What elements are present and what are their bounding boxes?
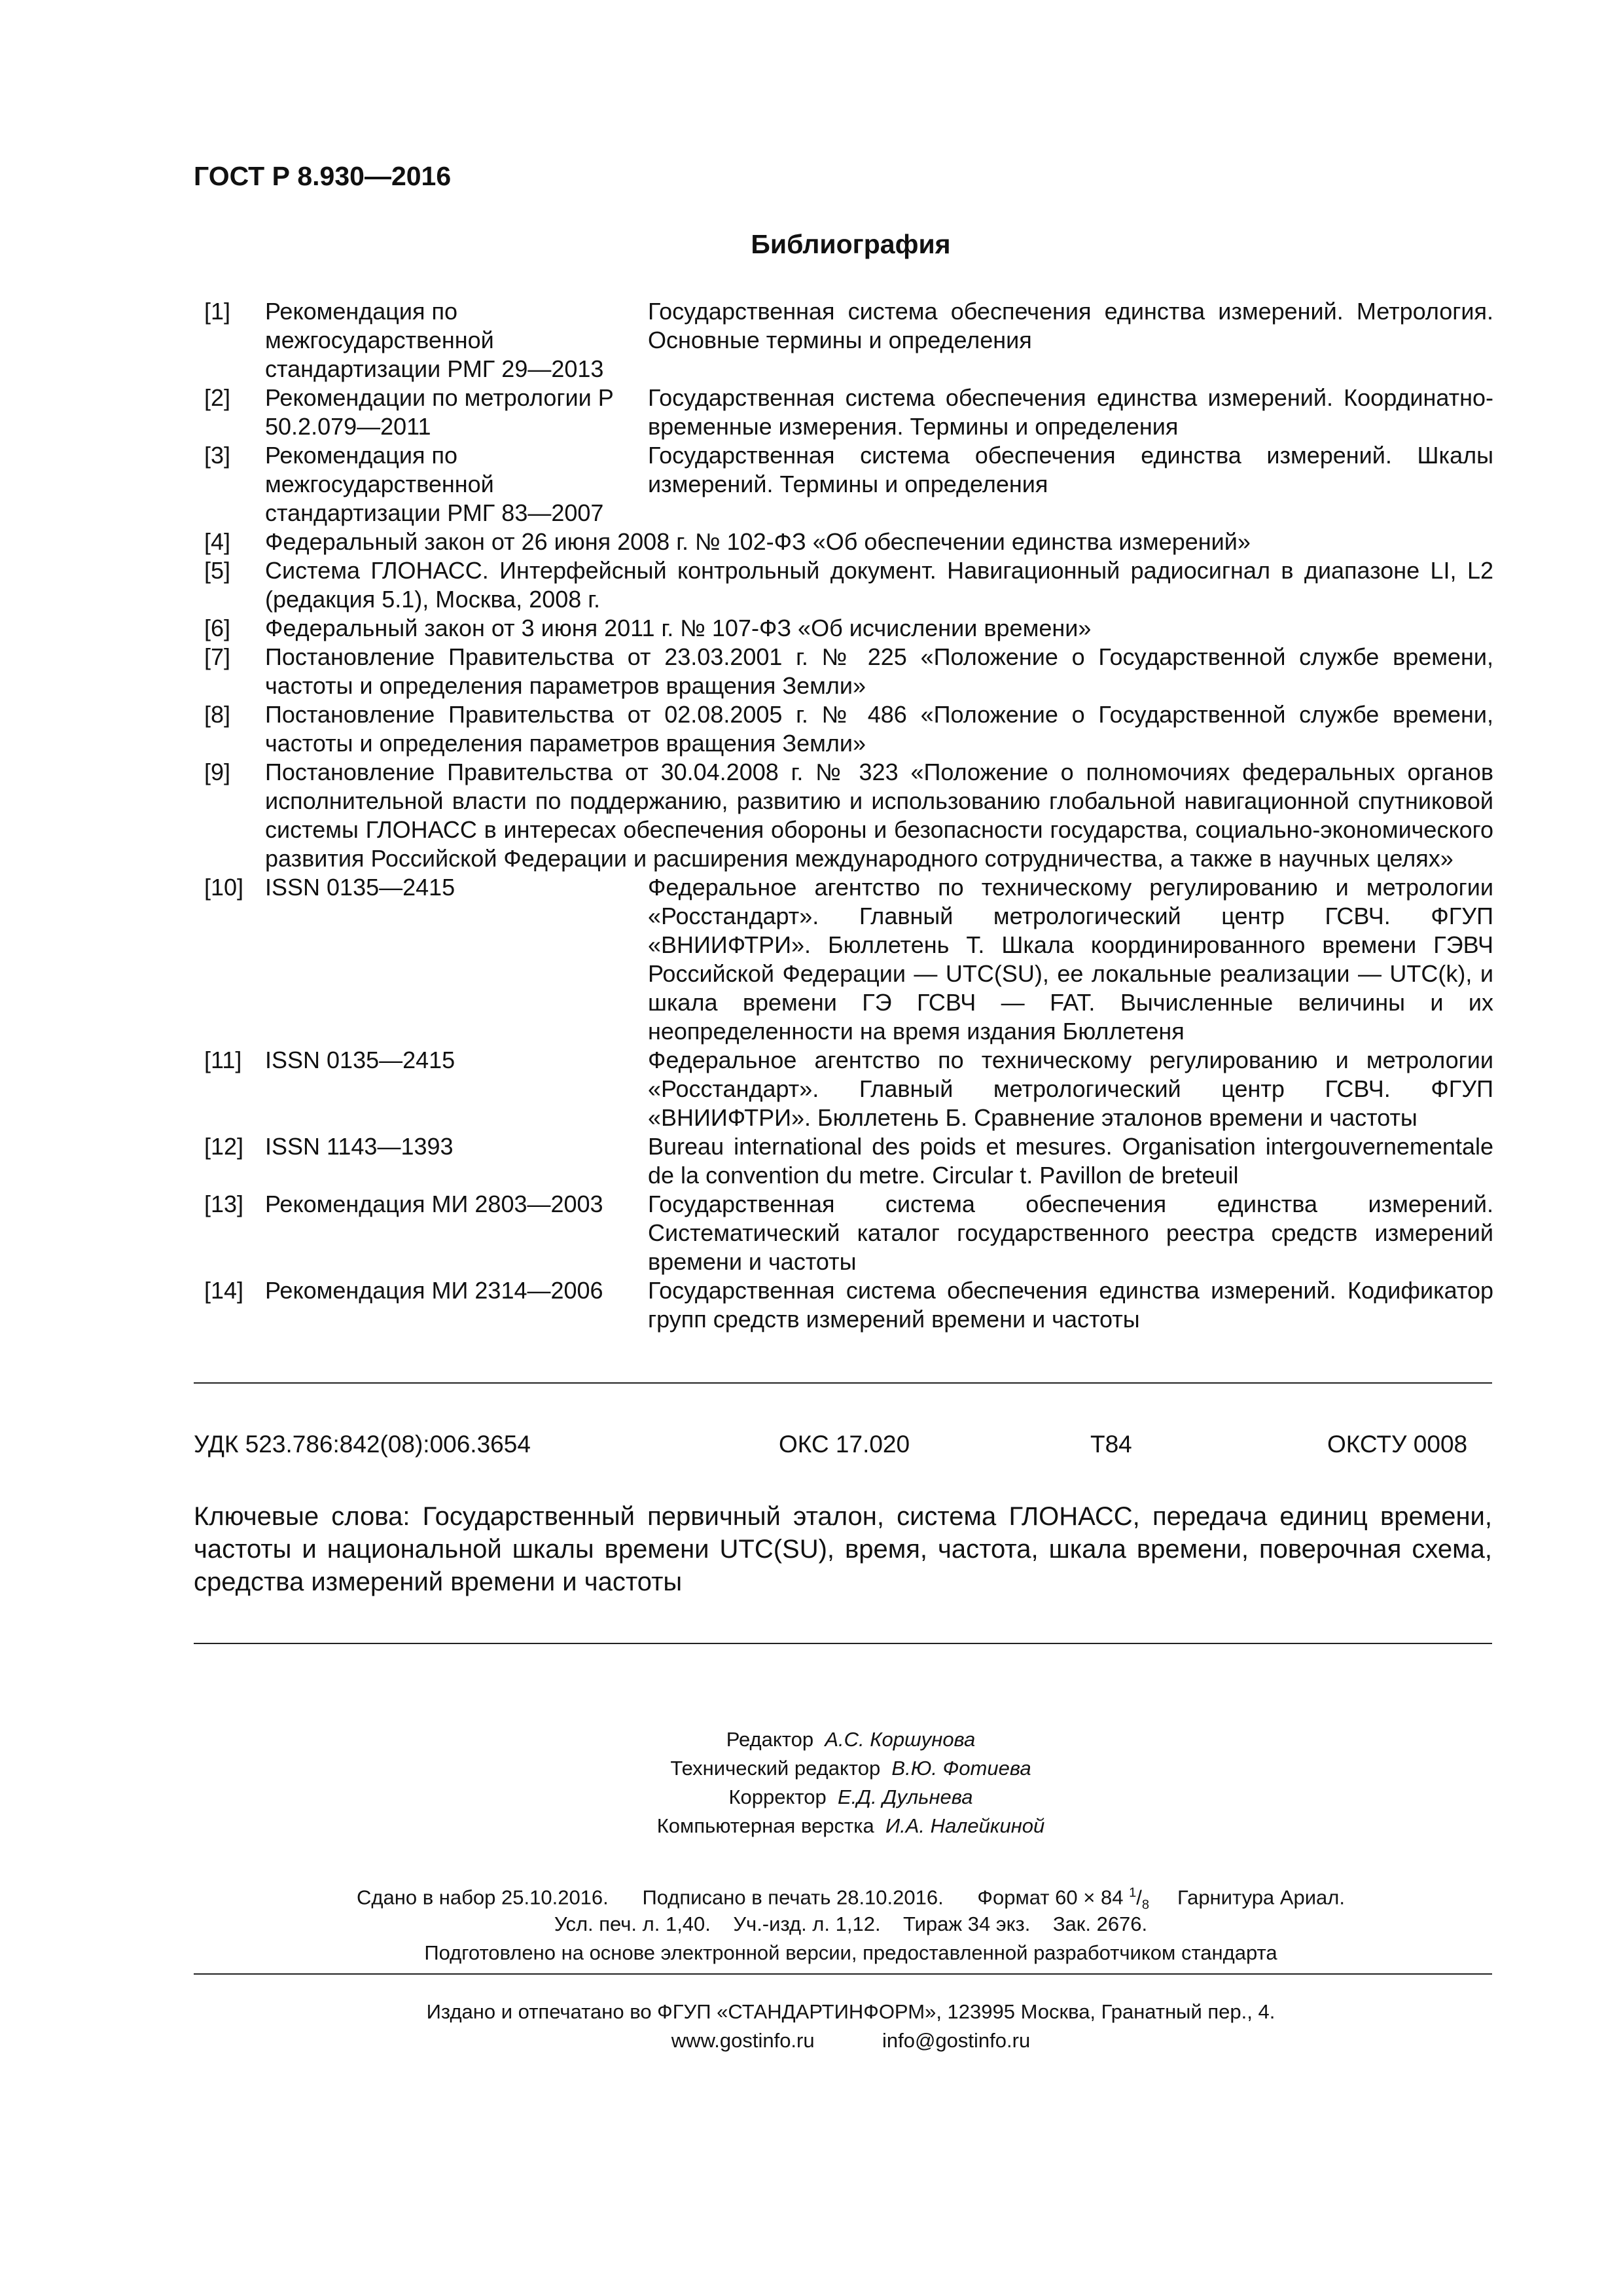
entry-text: Федеральный закон от 26 июня 2008 г. № 102-ФЗ «Об обеспечении единства измерений» — [265, 528, 1251, 555]
entry-number: [13] — [204, 1191, 244, 1217]
entry-number: [11] — [204, 1047, 242, 1073]
entry-title: Bureau international des poids et mesures. Organisation intergouvernementale de la convention du metre. Circular t. Pavillon de breteuil — [648, 1133, 1493, 1189]
entry-title: Государственная система обеспечения единства измерений. Шкалы измерений. Термины и определения — [648, 442, 1493, 497]
credit-role: Технический редактор — [670, 1757, 881, 1780]
website-link[interactable]: www.gostinfo.ru — [671, 2029, 815, 2052]
credit-role: Корректор — [728, 1785, 827, 1808]
bibliography-entry — [204, 700, 1493, 758]
entry-number: [10] — [204, 874, 244, 901]
entry-source: Рекомендация по межгосударственной стандартизации РМГ 29—2013 — [265, 298, 604, 382]
credit-role: Редактор — [726, 1728, 814, 1751]
entry-title: Государственная система обеспечения единства измерений. Координатно-временные измерения. Термины и определения — [648, 384, 1493, 440]
okstu-code: ОКСТУ 0008 — [1327, 1431, 1468, 1458]
bibliography-entry — [204, 1046, 1493, 1132]
entry-source: Рекомендация МИ 2803—2003 — [265, 1191, 603, 1217]
entry-source: Рекомендации по метрологии Р 50.2.079—2011 — [265, 384, 614, 440]
bibliography-entry — [204, 643, 1493, 700]
bibliography-list — [204, 297, 1493, 1334]
credit-line — [0, 1812, 1623, 1840]
entry-source: ISSN 1143—1393 — [265, 1133, 454, 1160]
publisher: Издано и отпечатано во ФГУП «СТАНДАРТИНФОРМ», 123995 Москва, Гранатный пер., 4. — [426, 2000, 1275, 2023]
entry-source: Рекомендация МИ 2314—2006 — [265, 1277, 603, 1304]
entry-number: [1] — [204, 298, 231, 325]
credit-name: Е.Д. Дульнева — [838, 1785, 973, 1808]
credit-line — [0, 1754, 1623, 1783]
oks-code: ОКС 17.020 — [779, 1431, 910, 1458]
email-link[interactable]: info@gostinfo.ru — [882, 2029, 1031, 2052]
section-title: Библиография — [751, 229, 951, 259]
bibliography-entry — [204, 758, 1493, 873]
entry-text: Постановление Правительства от 02.08.2005 г. № 486 «Положение о Государственной службе времени, частоты и определения параметров вращения Земли» — [265, 701, 1493, 757]
entry-number: [6] — [204, 615, 231, 641]
entry-number: [9] — [204, 759, 231, 785]
entry-number: [3] — [204, 442, 231, 469]
format-label: Формат 60 × 84 — [977, 1886, 1124, 1909]
typeface: Гарнитура Ариал. — [1177, 1886, 1345, 1909]
signed-date: Подписано в печать 28.10.2016. — [642, 1886, 944, 1909]
entry-number: [12] — [204, 1133, 244, 1160]
entry-text: Постановление Правительства от 23.03.2001 г. № 225 «Положение о Государственной службе времени, частоты и определения параметров вращения Земли» — [265, 643, 1493, 699]
bibliography-entry — [204, 1276, 1493, 1334]
t-code: Т84 — [1090, 1431, 1132, 1458]
imprint-line-2: Усл. печ. л. 1,40. Уч.-изд. л. 1,12. Тираж 34 экз. Зак. 2676. — [554, 1912, 1148, 1935]
format-fraction: $^1/_8$ — [1129, 1886, 1149, 1912]
entry-source: ISSN 0135—2415 — [265, 874, 455, 901]
bibliography-entry — [204, 614, 1493, 643]
entry-text: Постановление Правительства от 30.04.2008 г. № 323 «Положение о полномочиях федеральных органов исполнительной власти по поддержанию, развитию и использованию глобальной навигационной спутниковой системы ГЛОНАСС в интересах обеспечения обороны и безопасности государства, социально-экономического развития Российской Федерации и расширения международного сотрудничества, а также в научных целях» — [265, 759, 1493, 872]
credit-name: В.Ю. Фотиева — [891, 1757, 1031, 1780]
keywords: Ключевые слова: Государственный первичный эталон, система ГЛОНАСС, передача единиц времени, частоты и национальной шкалы времени UTC(SU), время, частота, шкала времени, поверочная схема, средства измерений времени и частоты — [194, 1502, 1492, 1596]
entry-source: Рекомендация по межгосударственной стандартизации РМГ 83—2007 — [265, 442, 604, 526]
entry-title: Государственная система обеспечения единства измерений. Метрология. Основные термины и определения — [648, 298, 1493, 353]
entry-source: ISSN 0135—2415 — [265, 1047, 455, 1073]
bibliography-entry — [204, 1132, 1493, 1190]
credit-line — [0, 1783, 1623, 1812]
entry-title: Государственная система обеспечения единства измерений. Систематический каталог государственного реестра средств измерений времени и частоты — [648, 1191, 1493, 1275]
divider — [194, 1973, 1492, 1975]
bibliography-entry — [204, 873, 1493, 1046]
udk-code: УДК 523.786:842(08):006.3654 — [194, 1431, 531, 1458]
entry-title: Государственная система обеспечения единства измерений. Кодификатор групп средств измерений времени и частоты — [648, 1277, 1493, 1333]
credit-line — [0, 1725, 1623, 1754]
divider — [194, 1643, 1492, 1644]
entry-number: [4] — [204, 528, 231, 555]
bibliography-entry — [204, 297, 1493, 384]
credit-role: Компьютерная верстка — [656, 1814, 874, 1837]
entry-number: [8] — [204, 701, 231, 728]
contacts — [0, 2026, 1623, 2055]
entry-number: [7] — [204, 643, 231, 670]
entry-text: Федеральный закон от 3 июня 2011 г. № 107-ФЗ «Об исчислении времени» — [265, 615, 1092, 641]
bibliography-entry — [204, 384, 1493, 441]
entry-number: [5] — [204, 557, 231, 584]
bibliography-entry — [204, 1190, 1493, 1276]
bibliography-entry — [204, 441, 1493, 528]
bibliography-entry — [204, 556, 1493, 614]
credit-name: И.А. Налейкиной — [885, 1814, 1045, 1837]
divider — [194, 1382, 1492, 1384]
entry-text: Система ГЛОНАСС. Интерфейсный контрольный документ. Навигационный радиосигнал в диапазоне LI, L2 (редакция 5.1), Москва, 2008 г. — [265, 557, 1493, 613]
imprint-line-3: Подготовлено на основе электронной версии, предоставленной разработчиком стандарта — [424, 1941, 1277, 1964]
entry-number: [2] — [204, 384, 231, 411]
credit-name: А.С. Коршунова — [825, 1728, 976, 1751]
entry-title: Федеральное агентство по техническому регулированию и метрологии «Росстандарт». Главный метрологический центр ГСВЧ. ФГУП «ВНИИФТРИ». Бюллетень Б. Сравнение эталонов времени и частоты — [648, 1047, 1493, 1131]
entry-number: [14] — [204, 1277, 244, 1304]
document-header: ГОСТ Р 8.930—2016 — [194, 161, 452, 191]
bibliography-entry — [204, 528, 1493, 556]
entry-title: Федеральное агентство по техническому регулированию и метрологии «Росстандарт». Главный метрологический центр ГСВЧ. ФГУП «ВНИИФТРИ». Бюллетень Т. Шкала координированного времени ГЭВЧ Российской Федерации — UTC(SU), ее локальные реализации — UTC(k), и шкала времени ГЭ ГСВЧ — FAT. Вычисленные величины и их неопределенности на время издания Бюллетеня — [648, 874, 1493, 1045]
sent-date: Сдано в набор 25.10.2016. — [357, 1886, 609, 1909]
